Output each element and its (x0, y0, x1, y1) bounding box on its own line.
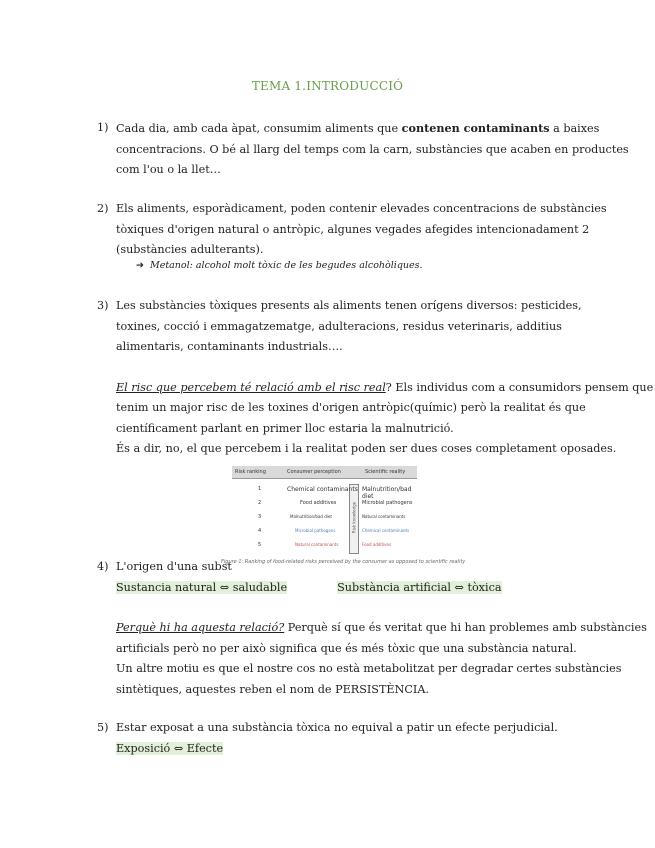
text: ? Els individus com a consumidors pensem que (385, 380, 654, 394)
item-number: 2) (97, 202, 109, 215)
reality-cell: Microbial pathogens (362, 500, 413, 506)
paragraph-line: tòxiques d'origen natural o antròpic, algunes vegades afegides intencionadament 2 (116, 222, 590, 236)
question-text: Perquè hi ha aquesta relació? (116, 621, 285, 634)
reality-cell: Food additives (362, 542, 392, 547)
list-item-1 (97, 118, 629, 181)
reality-cell: Chemical contaminants (362, 528, 410, 533)
header-cell: Risk ranking (235, 469, 266, 475)
paragraph-line: científicament parlant en primer lloc estaria la malnutrició. (116, 421, 454, 435)
rank-cell: 5 (258, 542, 262, 548)
highlight-natural: Sustancia natural ⇔ saludable (116, 580, 288, 594)
text: Cada dia, amb cada àpat, consumim aliments que (116, 122, 402, 135)
header-cell: Scientific reality (365, 469, 406, 475)
sub-bullet-text: Metanol: alcohol molt tòxic de les begudes alcohòliques. (149, 260, 423, 271)
rank-cell: 2 (258, 500, 262, 506)
text: Perquè sí que és veritat que hi han problemes amb substàncies (284, 621, 647, 634)
page-title: TEMA 1.INTRODUCCIÓ (251, 79, 404, 93)
list-item-2 (97, 199, 607, 261)
arrow-icon: ➔ (136, 260, 144, 271)
paragraph-line: toxines, cocció i emmagatzematge, adulteracions, residus veterinaris, additius (116, 319, 562, 333)
text: a baixes (549, 122, 600, 135)
paragraph-line (116, 378, 654, 399)
paragraph-line: artificials però no per això significa que és més tòxic que una substància natural. (116, 641, 577, 655)
spacer (116, 598, 577, 618)
table-row (232, 514, 417, 528)
figure-caption: Figure 1: Ranking of food-related risks perceived by the consumer as opposed to scientific reality (221, 559, 466, 565)
highlight-line (116, 739, 577, 760)
bold-text: contenen contaminants (401, 121, 550, 135)
list-item-5 (97, 718, 577, 759)
paragraph-line: L'origen d'una subst (116, 560, 232, 573)
table-row (232, 528, 417, 542)
rank-cell: 4 (258, 528, 262, 534)
perception-cell: Malnutrition/bad diet (290, 514, 332, 519)
paragraph-line (116, 618, 647, 639)
highlight-exposure-effect: Exposició ⇔ Efecte (116, 741, 224, 755)
paragraph-line: sintètiques, aquestes reben el nom de PERSISTÈNCIA. (116, 682, 429, 696)
table-header (232, 466, 417, 479)
highlight-artificial: Substància artificial ⇔ tòxica (337, 580, 502, 594)
perception-cell: Food additives (300, 500, 337, 506)
perception-cell: Microbial pathogens (295, 528, 336, 533)
paragraph-line: Els aliments, esporàdicament, poden contenir elevades concentracions de substàncies (116, 202, 607, 215)
paragraph-line: com l'ou o la llet… (116, 163, 221, 176)
header-cell: Consumer perception (287, 469, 341, 475)
item-number: 5) (97, 721, 109, 734)
question-text: El risc que percebem té relació amb el risc real (116, 380, 386, 394)
risk-ranking-table (232, 466, 417, 554)
list-item-3 (97, 296, 654, 460)
list-item-4 (97, 557, 647, 700)
axis-label: Risk knowledge (351, 501, 357, 534)
paragraph-line: És a dir, no, el que percebem i la realitat poden ser dues coses completament oposades. (116, 442, 617, 455)
reality-cell: Natural contaminants (362, 514, 406, 519)
spacer (116, 358, 577, 378)
paragraph-line: (substàncies adulterants). (116, 243, 264, 256)
item-number: 4) (97, 560, 109, 573)
table-row (232, 542, 417, 556)
reality-cell: Malnutrition/bad diet (362, 486, 412, 500)
paragraph-line: concentracions. O bé al llarg del temps com la carn, substàncies que acaben en productes (116, 142, 629, 156)
perception-cell: Chemical contaminants (287, 486, 358, 493)
highlight-line (116, 578, 577, 599)
paragraph-line: Estar exposat a una substància tòxica no equival a patir un efecte perjudicial. (116, 721, 558, 734)
paragraph-line: Un altre motiu es que el nostre cos no està metabolitzat per degradar certes substàncies (116, 662, 622, 675)
table-row (232, 486, 417, 500)
perception-cell: Natural contaminants (295, 542, 339, 547)
paragraph-line: alimentaris, contaminants industrials…. (116, 340, 343, 353)
rank-cell: 3 (258, 514, 262, 520)
table-row (232, 500, 417, 514)
paragraph-line: tenim un major risc de les toxines d'origen antròpic(químic) però la realitat és que (116, 401, 586, 414)
item-number: 3) (97, 299, 109, 312)
rank-cell: 1 (258, 486, 262, 492)
sub-bullet (136, 260, 423, 271)
paragraph-line (116, 118, 600, 140)
item-number: 1) (97, 121, 109, 134)
paragraph-line: Les substàncies tòxiques presents als aliments tenen orígens diversos: pesticides, (116, 299, 582, 312)
